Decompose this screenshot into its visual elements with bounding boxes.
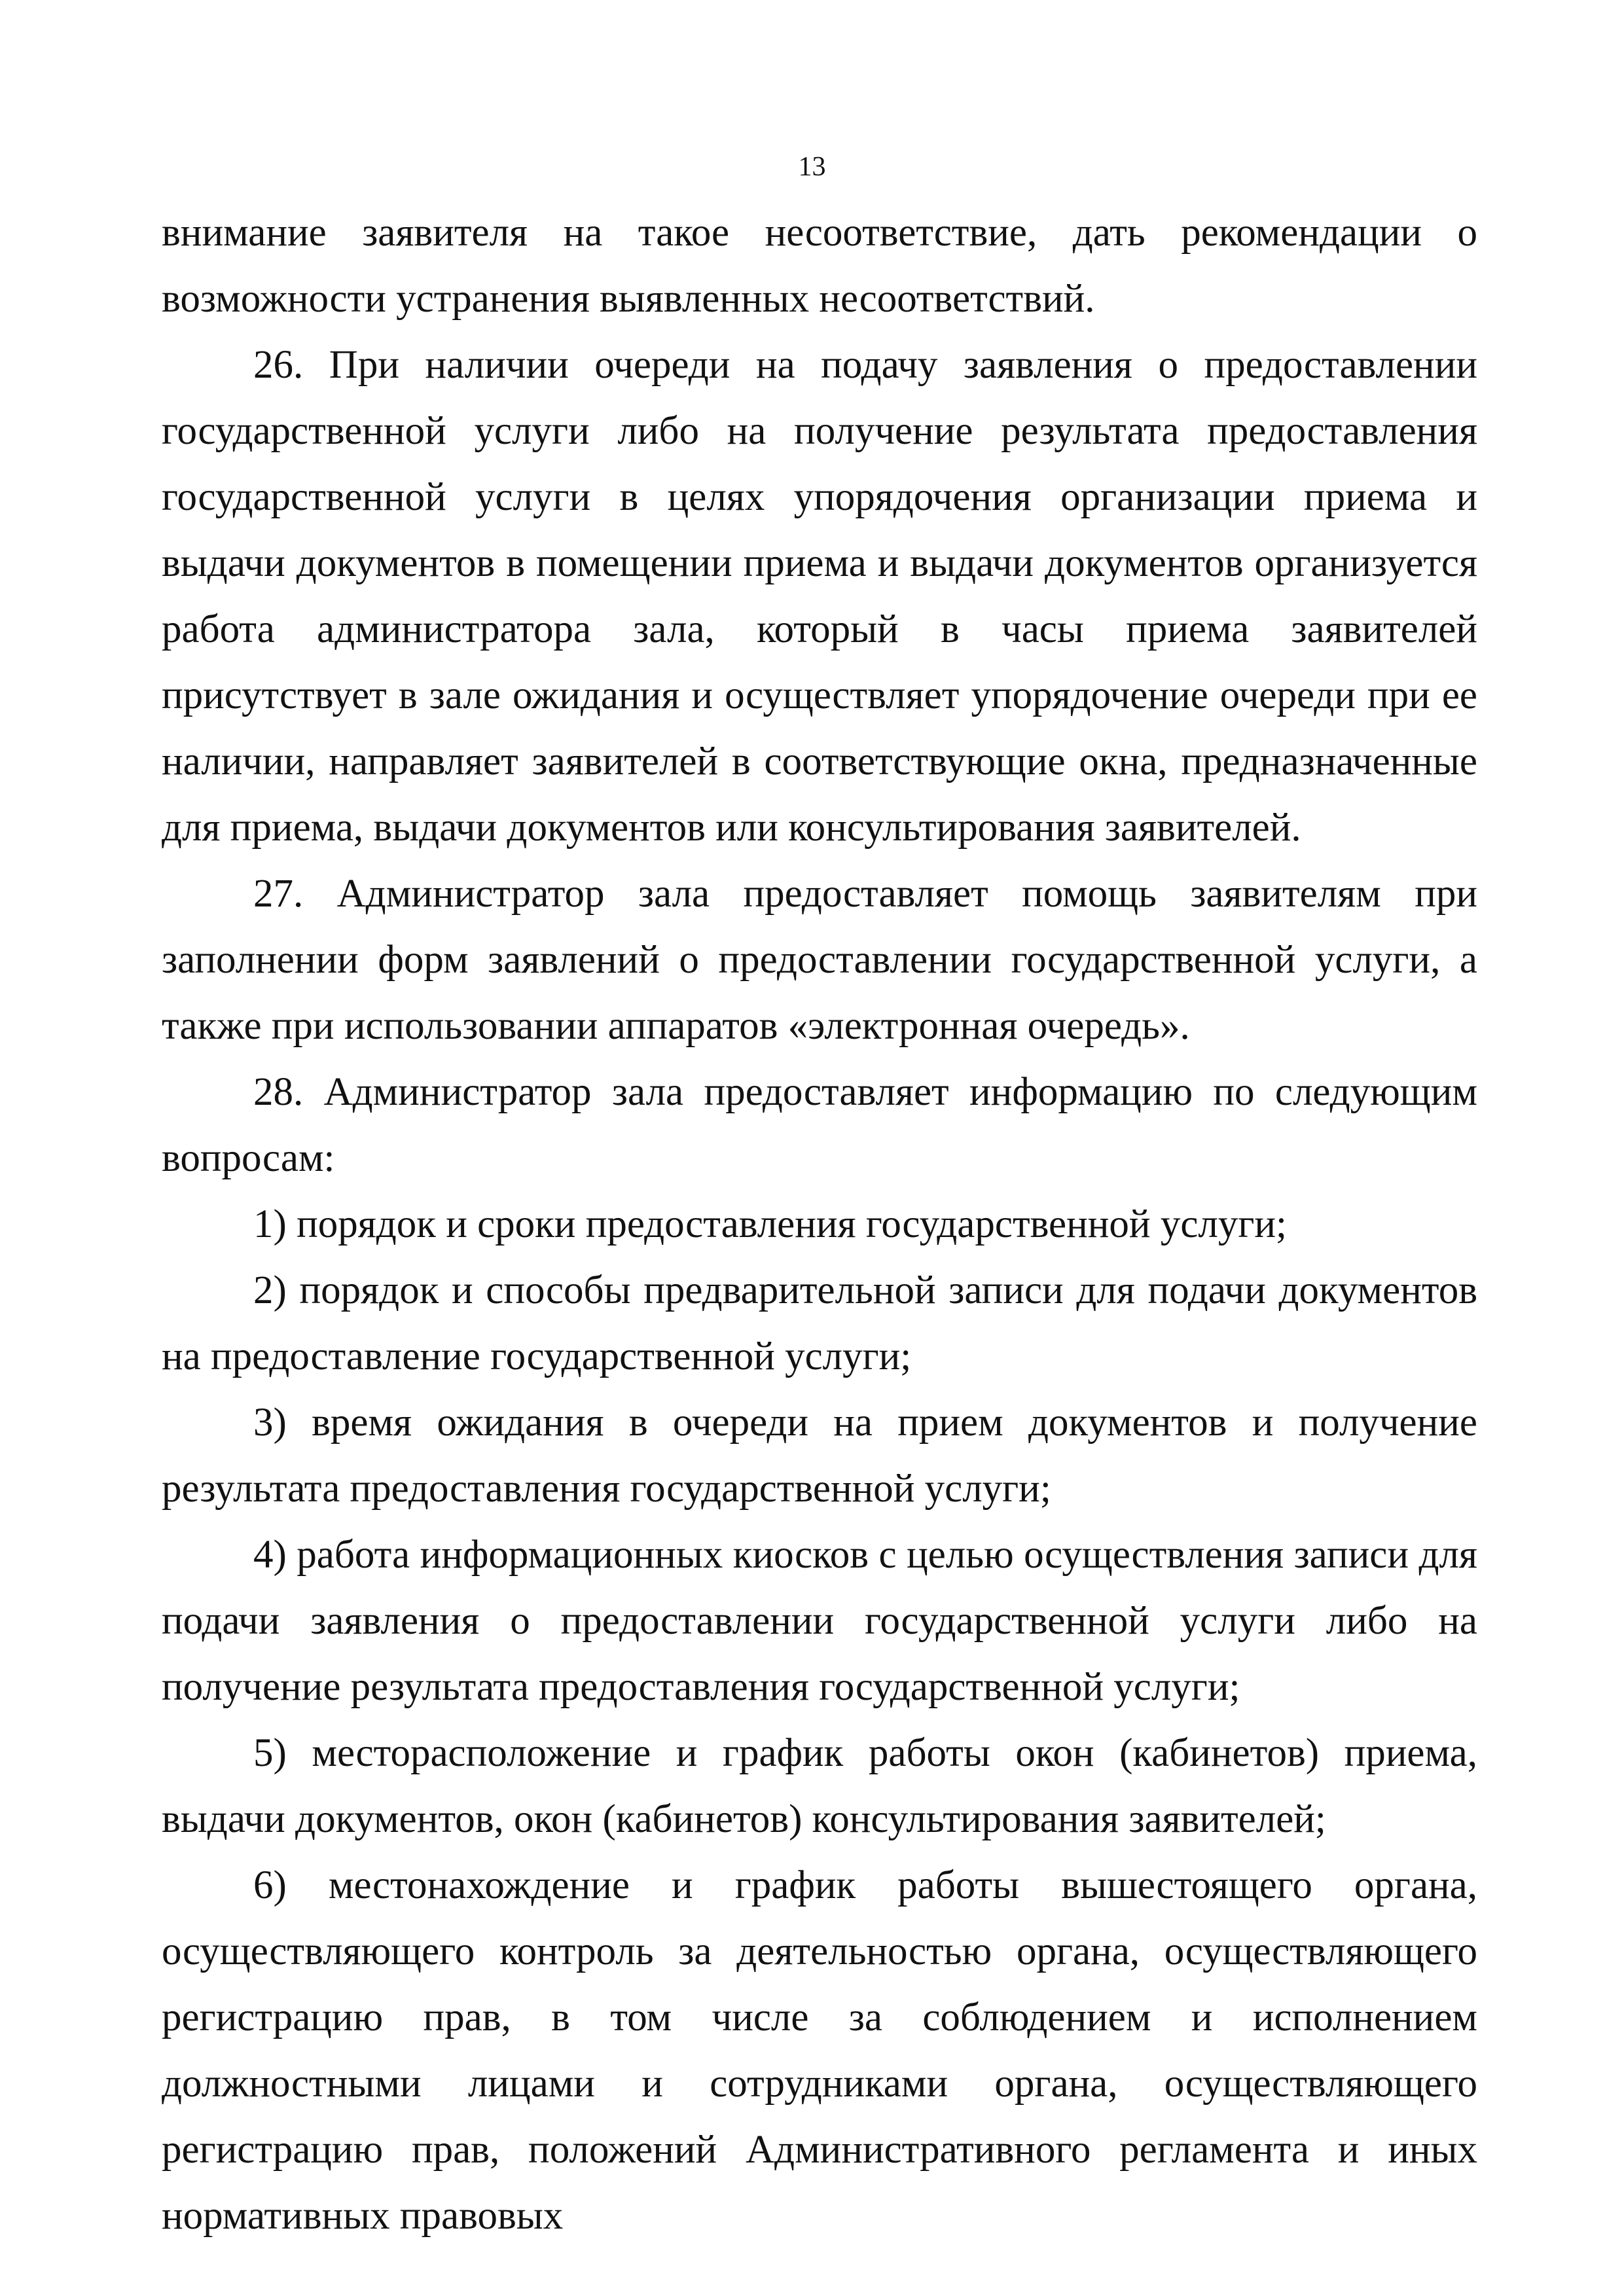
list-item-5: 5) месторасположение и график работы окон (кабинетов) приема, выдачи документов, окон (кабинетов) консультирования заявителей; bbox=[162, 1731, 1477, 1841]
list-item-4: 4) работа информационных киосков с целью осуществления записи для подачи заявления о предоставлении государственной услуги либо на получение результата предоставления государственной услуги; bbox=[162, 1533, 1477, 1709]
paragraph-27: 27. Администратор зала предоставляет помощь заявителям при заполнении форм заявлений о предоставлении государственной услуги, а также при использовании аппаратов «электронная очередь». bbox=[162, 872, 1477, 1048]
paragraph-28: 28. Администратор зала предоставляет информацию по следующим вопросам: bbox=[162, 1070, 1477, 1180]
paragraph-continuation: внимание заявителя на такое несоответствие, дать рекомендации о возможности устранения выявленных несоответствий. bbox=[162, 211, 1477, 321]
list-item-1: 1) порядок и сроки предоставления государственной услуги; bbox=[253, 1202, 1287, 1246]
body-text bbox=[162, 200, 1477, 2249]
list-item-6: 6) местонахождение и график работы вышестоящего органа, осуществляющего контроль за деятельностью органа, осуществляющего регистрацию прав, в том числе за соблюдением и исполнением должностными лицами и сотрудниками органа, осуществляющего регистрацию прав, положений Административного регламента и иных нормативных правовых bbox=[162, 1863, 1477, 2238]
paragraph-26: 26. При наличии очереди на подачу заявления о предоставлении государственной услуги либо на получение результата предоставления государственной услуги в целях упорядочения организации приема и выдачи документов в помещении приема и выдачи документов организуется работа администратора зала, который в часы приема заявителей присутствует в зале ожидания и осуществляет упорядочение очереди при ее наличии, направляет заявителей в соответствующие окна, предназначенные для приема, выдачи документов или консультирования заявителей. bbox=[162, 343, 1477, 850]
page-number: 13 bbox=[798, 152, 826, 182]
list-item-3: 3) время ожидания в очереди на прием документов и получение результата предоставления государственной услуги; bbox=[162, 1401, 1477, 1511]
list-item-2: 2) порядок и способы предварительной записи для подачи документов на предоставление государственной услуги; bbox=[162, 1268, 1477, 1378]
